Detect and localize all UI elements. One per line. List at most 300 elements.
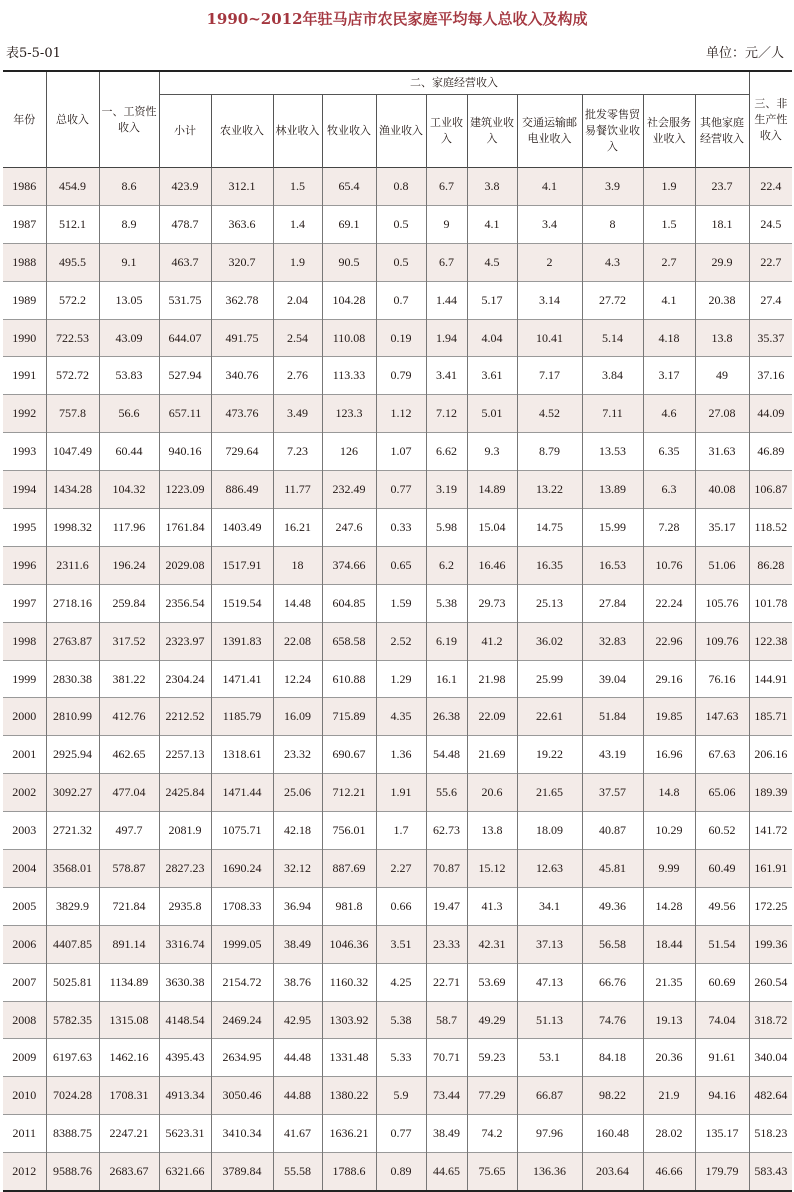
value-cell: 39.04 (582, 660, 643, 698)
value-cell: 21.9 (643, 1077, 695, 1115)
value-cell: 512.1 (46, 205, 99, 243)
value-cell: 51.13 (517, 1001, 582, 1039)
value-cell: 4.1 (643, 281, 695, 319)
value-cell: 70.87 (426, 850, 467, 888)
value-cell: 36.02 (517, 622, 582, 660)
value-cell: 53.1 (517, 1039, 582, 1077)
value-cell: 8.6 (99, 168, 159, 206)
value-cell: 0.5 (376, 205, 426, 243)
value-cell: 13.89 (582, 471, 643, 509)
value-cell: 12.63 (517, 850, 582, 888)
value-cell: 65.06 (695, 774, 749, 812)
value-cell: 1.29 (376, 660, 426, 698)
value-cell: 11.77 (273, 471, 322, 509)
value-cell: 47.13 (517, 963, 582, 1001)
value-cell: 4.04 (467, 319, 517, 357)
year-cell: 2011 (3, 1115, 46, 1153)
value-cell: 1.59 (376, 584, 426, 622)
value-cell: 90.5 (322, 243, 376, 281)
value-cell: 60.69 (695, 963, 749, 1001)
table-row (3, 698, 792, 736)
value-cell: 104.28 (322, 281, 376, 319)
header-construction: 建筑业收入 (467, 95, 517, 168)
value-cell: 3.41 (426, 357, 467, 395)
value-cell: 32.83 (582, 622, 643, 660)
value-cell: 1.44 (426, 281, 467, 319)
value-cell: 362.78 (211, 281, 273, 319)
value-cell: 320.7 (211, 243, 273, 281)
header-wage: 一、工资性收入 (99, 71, 159, 168)
value-cell: 49.36 (582, 887, 643, 925)
value-cell: 232.49 (322, 471, 376, 509)
value-cell: 28.02 (643, 1115, 695, 1153)
value-cell: 2029.08 (159, 546, 211, 584)
value-cell: 27.84 (582, 584, 643, 622)
value-cell: 43.19 (582, 736, 643, 774)
value-cell: 51.54 (695, 925, 749, 963)
value-cell: 981.8 (322, 887, 376, 925)
value-cell: 473.76 (211, 395, 273, 433)
value-cell: 20.38 (695, 281, 749, 319)
year-cell: 2004 (3, 850, 46, 888)
value-cell: 0.89 (376, 1153, 426, 1191)
value-cell: 340.76 (211, 357, 273, 395)
value-cell: 8388.75 (46, 1115, 99, 1153)
value-cell: 25.13 (517, 584, 582, 622)
value-cell: 1046.36 (322, 925, 376, 963)
value-cell: 7.23 (273, 433, 322, 471)
value-cell: 189.39 (749, 774, 792, 812)
value-cell: 2935.8 (159, 887, 211, 925)
value-cell: 6197.63 (46, 1039, 99, 1077)
value-cell: 51.06 (695, 546, 749, 584)
header-subtotal: 小计 (159, 95, 211, 168)
value-cell: 2.7 (643, 243, 695, 281)
value-cell: 101.78 (749, 584, 792, 622)
value-cell: 2634.95 (211, 1039, 273, 1077)
value-cell: 1434.28 (46, 471, 99, 509)
value-cell: 1331.48 (322, 1039, 376, 1077)
value-cell: 22.24 (643, 584, 695, 622)
value-cell: 42.95 (273, 1001, 322, 1039)
value-cell: 86.28 (749, 546, 792, 584)
year-cell: 1995 (3, 509, 46, 547)
value-cell: 60.44 (99, 433, 159, 471)
value-cell: 1.91 (376, 774, 426, 812)
value-cell: 3829.9 (46, 887, 99, 925)
value-cell: 6.62 (426, 433, 467, 471)
value-cell: 12.24 (273, 660, 322, 698)
value-cell: 27.72 (582, 281, 643, 319)
value-cell: 2721.32 (46, 812, 99, 850)
value-cell: 31.63 (695, 433, 749, 471)
value-cell: 2.27 (376, 850, 426, 888)
value-cell: 5782.35 (46, 1001, 99, 1039)
value-cell: 1403.49 (211, 509, 273, 547)
value-cell: 2304.24 (159, 660, 211, 698)
value-cell: 14.8 (643, 774, 695, 812)
value-cell: 610.88 (322, 660, 376, 698)
value-cell: 73.44 (426, 1077, 467, 1115)
year-cell: 1990 (3, 319, 46, 357)
value-cell: 46.66 (643, 1153, 695, 1191)
value-cell: 15.04 (467, 509, 517, 547)
value-cell: 4.6 (643, 395, 695, 433)
value-cell: 4407.85 (46, 925, 99, 963)
value-cell: 2212.52 (159, 698, 211, 736)
value-cell: 23.33 (426, 925, 467, 963)
value-cell: 13.8 (695, 319, 749, 357)
value-cell: 160.48 (582, 1115, 643, 1153)
value-cell: 1519.54 (211, 584, 273, 622)
value-cell: 35.37 (749, 319, 792, 357)
header-trade: 批发零售贸易餐饮业收入 (582, 95, 643, 168)
value-cell: 1708.31 (99, 1077, 159, 1115)
value-cell: 144.91 (749, 660, 792, 698)
year-cell: 1991 (3, 357, 46, 395)
value-cell: 374.66 (322, 546, 376, 584)
value-cell: 3789.84 (211, 1153, 273, 1191)
value-cell: 0.66 (376, 887, 426, 925)
value-cell: 45.81 (582, 850, 643, 888)
value-cell: 19.13 (643, 1001, 695, 1039)
year-cell: 1986 (3, 168, 46, 206)
value-cell: 4.1 (467, 205, 517, 243)
table-body (3, 168, 792, 1192)
value-cell: 74.2 (467, 1115, 517, 1153)
value-cell: 29.73 (467, 584, 517, 622)
value-cell: 317.52 (99, 622, 159, 660)
value-cell: 2830.38 (46, 660, 99, 698)
value-cell: 1.9 (643, 168, 695, 206)
value-cell: 22.09 (467, 698, 517, 736)
value-cell: 21.98 (467, 660, 517, 698)
value-cell: 94.16 (695, 1077, 749, 1115)
value-cell: 27.08 (695, 395, 749, 433)
value-cell: 657.11 (159, 395, 211, 433)
value-cell: 54.48 (426, 736, 467, 774)
value-cell: 22.71 (426, 963, 467, 1001)
value-cell: 1315.08 (99, 1001, 159, 1039)
year-cell: 1998 (3, 622, 46, 660)
value-cell: 76.16 (695, 660, 749, 698)
value-cell: 122.38 (749, 622, 792, 660)
value-cell: 259.84 (99, 584, 159, 622)
value-cell: 117.96 (99, 509, 159, 547)
value-cell: 712.21 (322, 774, 376, 812)
value-cell: 1318.61 (211, 736, 273, 774)
table-row (3, 509, 792, 547)
value-cell: 7024.28 (46, 1077, 99, 1115)
value-cell: 722.53 (46, 319, 99, 357)
table-row (3, 774, 792, 812)
value-cell: 3630.38 (159, 963, 211, 1001)
value-cell: 199.36 (749, 925, 792, 963)
value-cell: 126 (322, 433, 376, 471)
table-row (3, 850, 792, 888)
header-social-service: 社会服务业收入 (643, 95, 695, 168)
value-cell: 2.54 (273, 319, 322, 357)
table-row (3, 546, 792, 584)
value-cell: 756.01 (322, 812, 376, 850)
value-cell: 18 (273, 546, 322, 584)
value-cell: 51.84 (582, 698, 643, 736)
value-cell: 340.04 (749, 1039, 792, 1077)
value-cell: 44.88 (273, 1077, 322, 1115)
table-row (3, 1115, 792, 1153)
value-cell: 16.21 (273, 509, 322, 547)
value-cell: 110.08 (322, 319, 376, 357)
value-cell: 22.4 (749, 168, 792, 206)
value-cell: 53.83 (99, 357, 159, 395)
year-cell: 1993 (3, 433, 46, 471)
header-other-household: 其他家庭经营收入 (695, 95, 749, 168)
value-cell: 34.1 (517, 887, 582, 925)
year-cell: 1988 (3, 243, 46, 281)
value-cell: 136.36 (517, 1153, 582, 1191)
year-cell: 1987 (3, 205, 46, 243)
table-row (3, 963, 792, 1001)
value-cell: 43.09 (99, 319, 159, 357)
value-cell: 4.3 (582, 243, 643, 281)
value-cell: 40.87 (582, 812, 643, 850)
value-cell: 141.72 (749, 812, 792, 850)
value-cell: 3.84 (582, 357, 643, 395)
value-cell: 3316.74 (159, 925, 211, 963)
value-cell: 1223.09 (159, 471, 211, 509)
value-cell: 21.65 (517, 774, 582, 812)
value-cell: 1380.22 (322, 1077, 376, 1115)
table-row (3, 887, 792, 925)
value-cell: 4.35 (376, 698, 426, 736)
value-cell: 518.23 (749, 1115, 792, 1153)
value-cell: 8.79 (517, 433, 582, 471)
header-agriculture: 农业收入 (211, 95, 273, 168)
value-cell: 6.19 (426, 622, 467, 660)
value-cell: 3.9 (582, 168, 643, 206)
value-cell: 0.19 (376, 319, 426, 357)
year-cell: 2005 (3, 887, 46, 925)
value-cell: 940.16 (159, 433, 211, 471)
value-cell: 66.76 (582, 963, 643, 1001)
value-cell: 22.96 (643, 622, 695, 660)
table-row (3, 205, 792, 243)
value-cell: 9.1 (99, 243, 159, 281)
value-cell: 13.53 (582, 433, 643, 471)
value-cell: 16.46 (467, 546, 517, 584)
value-cell: 6.7 (426, 243, 467, 281)
value-cell: 7.12 (426, 395, 467, 433)
value-cell: 25.99 (517, 660, 582, 698)
value-cell: 41.3 (467, 887, 517, 925)
value-cell: 91.61 (695, 1039, 749, 1077)
value-cell: 318.72 (749, 1001, 792, 1039)
value-cell: 658.58 (322, 622, 376, 660)
value-cell: 260.54 (749, 963, 792, 1001)
value-cell: 14.75 (517, 509, 582, 547)
value-cell: 15.12 (467, 850, 517, 888)
value-cell: 15.99 (582, 509, 643, 547)
value-cell: 497.7 (99, 812, 159, 850)
value-cell: 20.6 (467, 774, 517, 812)
value-cell: 29.9 (695, 243, 749, 281)
year-cell: 1997 (3, 584, 46, 622)
value-cell: 1462.16 (99, 1039, 159, 1077)
value-cell: 10.29 (643, 812, 695, 850)
value-cell: 2683.67 (99, 1153, 159, 1191)
value-cell: 4.5 (467, 243, 517, 281)
value-cell: 0.77 (376, 471, 426, 509)
value-cell: 49.29 (467, 1001, 517, 1039)
value-cell: 715.89 (322, 698, 376, 736)
value-cell: 49.56 (695, 887, 749, 925)
value-cell: 2154.72 (211, 963, 273, 1001)
value-cell: 462.65 (99, 736, 159, 774)
value-cell: 55.58 (273, 1153, 322, 1191)
value-cell: 1471.41 (211, 660, 273, 698)
value-cell: 2827.23 (159, 850, 211, 888)
value-cell: 454.9 (46, 168, 99, 206)
value-cell: 23.32 (273, 736, 322, 774)
value-cell: 0.65 (376, 546, 426, 584)
value-cell: 312.1 (211, 168, 273, 206)
value-cell: 1690.24 (211, 850, 273, 888)
value-cell: 5.33 (376, 1039, 426, 1077)
value-cell: 4913.34 (159, 1077, 211, 1115)
value-cell: 196.24 (99, 546, 159, 584)
value-cell: 2425.84 (159, 774, 211, 812)
year-cell: 1989 (3, 281, 46, 319)
value-cell: 172.25 (749, 887, 792, 925)
value-cell: 46.89 (749, 433, 792, 471)
value-cell: 185.71 (749, 698, 792, 736)
value-cell: 3.17 (643, 357, 695, 395)
value-cell: 8 (582, 205, 643, 243)
value-cell: 2081.9 (159, 812, 211, 850)
value-cell: 2763.87 (46, 622, 99, 660)
value-cell: 16.53 (582, 546, 643, 584)
value-cell: 891.14 (99, 925, 159, 963)
value-cell: 2.04 (273, 281, 322, 319)
value-cell: 604.85 (322, 584, 376, 622)
header-fishery: 渔业收入 (376, 95, 426, 168)
value-cell: 2469.24 (211, 1001, 273, 1039)
value-cell: 729.64 (211, 433, 273, 471)
value-cell: 4.1 (517, 168, 582, 206)
value-cell: 14.48 (273, 584, 322, 622)
value-cell: 18.1 (695, 205, 749, 243)
value-cell: 16.1 (426, 660, 467, 698)
value-cell: 1.5 (643, 205, 695, 243)
value-cell: 4148.54 (159, 1001, 211, 1039)
table-row (3, 1153, 792, 1191)
value-cell: 75.65 (467, 1153, 517, 1191)
table-row (3, 1077, 792, 1115)
value-cell: 55.6 (426, 774, 467, 812)
value-cell: 135.17 (695, 1115, 749, 1153)
value-cell: 74.76 (582, 1001, 643, 1039)
year-cell: 2009 (3, 1039, 46, 1077)
table-header (3, 71, 792, 168)
value-cell: 1998.32 (46, 509, 99, 547)
year-cell: 2008 (3, 1001, 46, 1039)
value-cell: 5623.31 (159, 1115, 211, 1153)
value-cell: 531.75 (159, 281, 211, 319)
value-cell: 26.38 (426, 698, 467, 736)
value-cell: 123.3 (322, 395, 376, 433)
value-cell: 44.09 (749, 395, 792, 433)
value-cell: 42.31 (467, 925, 517, 963)
value-cell: 29.16 (643, 660, 695, 698)
unit-label: 单位：元／人 (705, 46, 784, 61)
year-cell: 1999 (3, 660, 46, 698)
header-industry: 工业收入 (426, 95, 467, 168)
value-cell: 5.01 (467, 395, 517, 433)
value-cell: 14.28 (643, 887, 695, 925)
value-cell: 2 (517, 243, 582, 281)
value-cell: 41.67 (273, 1115, 322, 1153)
value-cell: 9588.76 (46, 1153, 99, 1191)
value-cell: 40.08 (695, 471, 749, 509)
value-cell: 1.12 (376, 395, 426, 433)
value-cell: 4.52 (517, 395, 582, 433)
value-cell: 412.76 (99, 698, 159, 736)
value-cell: 1.4 (273, 205, 322, 243)
value-cell: 58.7 (426, 1001, 467, 1039)
value-cell: 2925.94 (46, 736, 99, 774)
value-cell: 1047.49 (46, 433, 99, 471)
value-cell: 721.84 (99, 887, 159, 925)
value-cell: 106.87 (749, 471, 792, 509)
value-cell: 5025.81 (46, 963, 99, 1001)
value-cell: 363.6 (211, 205, 273, 243)
value-cell: 37.57 (582, 774, 643, 812)
value-cell: 1.5 (273, 168, 322, 206)
header-livestock: 牧业收入 (322, 95, 376, 168)
table-row (3, 1039, 792, 1077)
value-cell: 62.73 (426, 812, 467, 850)
value-cell: 38.76 (273, 963, 322, 1001)
value-cell: 19.85 (643, 698, 695, 736)
value-cell: 36.94 (273, 887, 322, 925)
value-cell: 109.76 (695, 622, 749, 660)
value-cell: 42.18 (273, 812, 322, 850)
value-cell: 2257.13 (159, 736, 211, 774)
value-cell: 578.87 (99, 850, 159, 888)
value-cell: 70.71 (426, 1039, 467, 1077)
value-cell: 20.36 (643, 1039, 695, 1077)
value-cell: 44.65 (426, 1153, 467, 1191)
table-row (3, 471, 792, 509)
value-cell: 1160.32 (322, 963, 376, 1001)
value-cell: 583.43 (749, 1153, 792, 1191)
value-cell: 2.52 (376, 622, 426, 660)
value-cell: 56.6 (99, 395, 159, 433)
value-cell: 6.35 (643, 433, 695, 471)
value-cell: 104.32 (99, 471, 159, 509)
table-row (3, 622, 792, 660)
year-cell: 2006 (3, 925, 46, 963)
value-cell: 1.07 (376, 433, 426, 471)
value-cell: 84.18 (582, 1039, 643, 1077)
value-cell: 4.18 (643, 319, 695, 357)
value-cell: 38.49 (273, 925, 322, 963)
table-row (3, 281, 792, 319)
value-cell: 35.17 (695, 509, 749, 547)
value-cell: 1636.21 (322, 1115, 376, 1153)
income-table (3, 70, 792, 1192)
value-cell: 3.19 (426, 471, 467, 509)
